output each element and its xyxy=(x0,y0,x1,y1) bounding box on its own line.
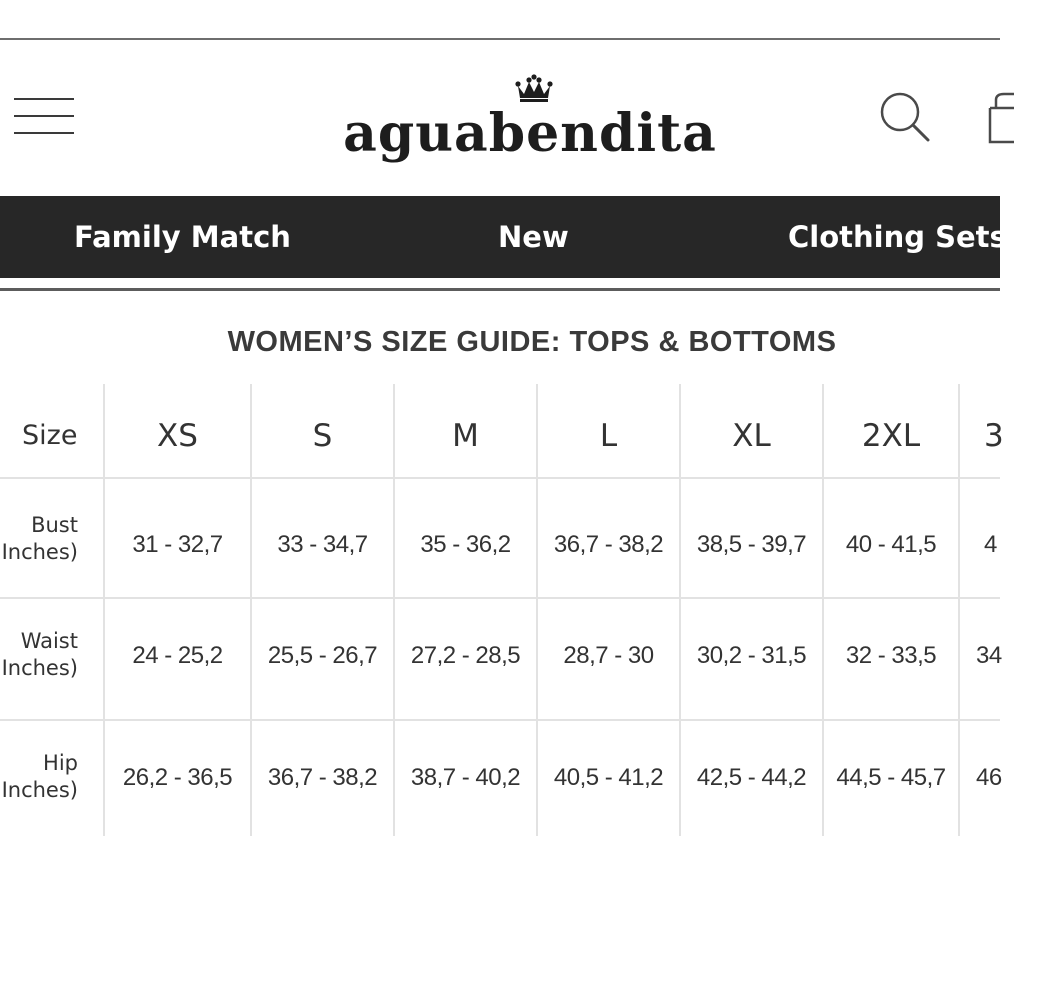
table-cell: 36,7 - 38,2 xyxy=(553,531,664,558)
menu-line xyxy=(14,98,74,100)
menu-line xyxy=(14,132,74,134)
menu-line xyxy=(14,115,74,117)
table-cell: 28,7 - 30 xyxy=(563,642,654,669)
table-cell: 27,2 - 28,5 xyxy=(410,642,521,669)
search-icon[interactable] xyxy=(878,90,932,144)
table-row-divider xyxy=(0,597,1000,599)
size-header-m: M xyxy=(452,418,479,454)
table-cell: 32 - 33,5 xyxy=(845,642,937,669)
table-cell: 33 - 34,7 xyxy=(277,531,368,558)
table-cell: 4 xyxy=(984,531,997,558)
table-cell: 25,5 - 26,7 xyxy=(267,642,378,669)
row-label-line: Waist xyxy=(20,629,78,653)
nav-item-family-match[interactable]: Family Match xyxy=(74,220,291,254)
table-cell: 38,7 - 40,2 xyxy=(410,764,521,791)
table-cell: 30,2 - 31,5 xyxy=(696,642,807,669)
row-label-line: Hip xyxy=(43,751,78,775)
table-cell: 44,5 - 45,7 xyxy=(836,764,946,791)
size-header-xl: XL xyxy=(732,418,771,454)
row-label-unit: Inches) xyxy=(1,656,78,680)
size-header-3xl: 3 xyxy=(984,418,1004,454)
table-cell: 31 - 32,7 xyxy=(132,531,223,558)
size-header-l: L xyxy=(599,418,618,454)
table-column-divider xyxy=(958,384,960,836)
main-nav xyxy=(0,196,1007,278)
hamburger-menu-icon[interactable] xyxy=(14,96,74,140)
row-label-waist xyxy=(2,628,78,682)
size-column-header: Size xyxy=(22,420,78,451)
table-row-divider xyxy=(0,719,1000,721)
size-header-xs: XS xyxy=(157,418,198,454)
table-cell: 34 xyxy=(976,642,1002,669)
brand-name: aguabendita xyxy=(343,103,717,164)
row-label-hip xyxy=(2,750,78,804)
row-label-line: Bust xyxy=(31,513,78,537)
table-cell: 46 xyxy=(976,764,1002,791)
table-cell: 42,5 - 44,2 xyxy=(696,764,807,791)
nav-item-clothing-sets[interactable]: Clothing Sets xyxy=(788,220,1007,254)
table-cell: 24 - 25,2 xyxy=(132,642,223,669)
brand-logo[interactable] xyxy=(330,70,730,170)
size-header-s: S xyxy=(312,418,333,454)
table-cell: 36,7 - 38,2 xyxy=(267,764,378,791)
size-table xyxy=(0,384,1004,836)
table-cell: 40,5 - 41,2 xyxy=(553,764,664,791)
crown-icon xyxy=(514,74,554,102)
table-row-divider xyxy=(0,477,1000,479)
table-cell: 40 - 41,5 xyxy=(845,531,937,558)
table-cell: 35 - 36,2 xyxy=(420,531,511,558)
shopping-bag-icon[interactable] xyxy=(984,92,1014,148)
size-header-2xl: 2XL xyxy=(861,418,921,454)
row-label-bust xyxy=(2,512,78,566)
row-label-unit: Inches) xyxy=(1,778,78,802)
nav-item-new[interactable]: New xyxy=(498,220,569,254)
nav-divider xyxy=(0,288,1000,291)
top-divider xyxy=(0,38,1000,40)
row-label-unit: Inches) xyxy=(1,540,78,564)
table-cell: 38,5 - 39,7 xyxy=(696,531,807,558)
table-cell: 26,2 - 36,5 xyxy=(122,764,233,791)
size-guide-title: WOMEN’S SIZE GUIDE: TOPS & BOTTOMS xyxy=(227,326,837,358)
